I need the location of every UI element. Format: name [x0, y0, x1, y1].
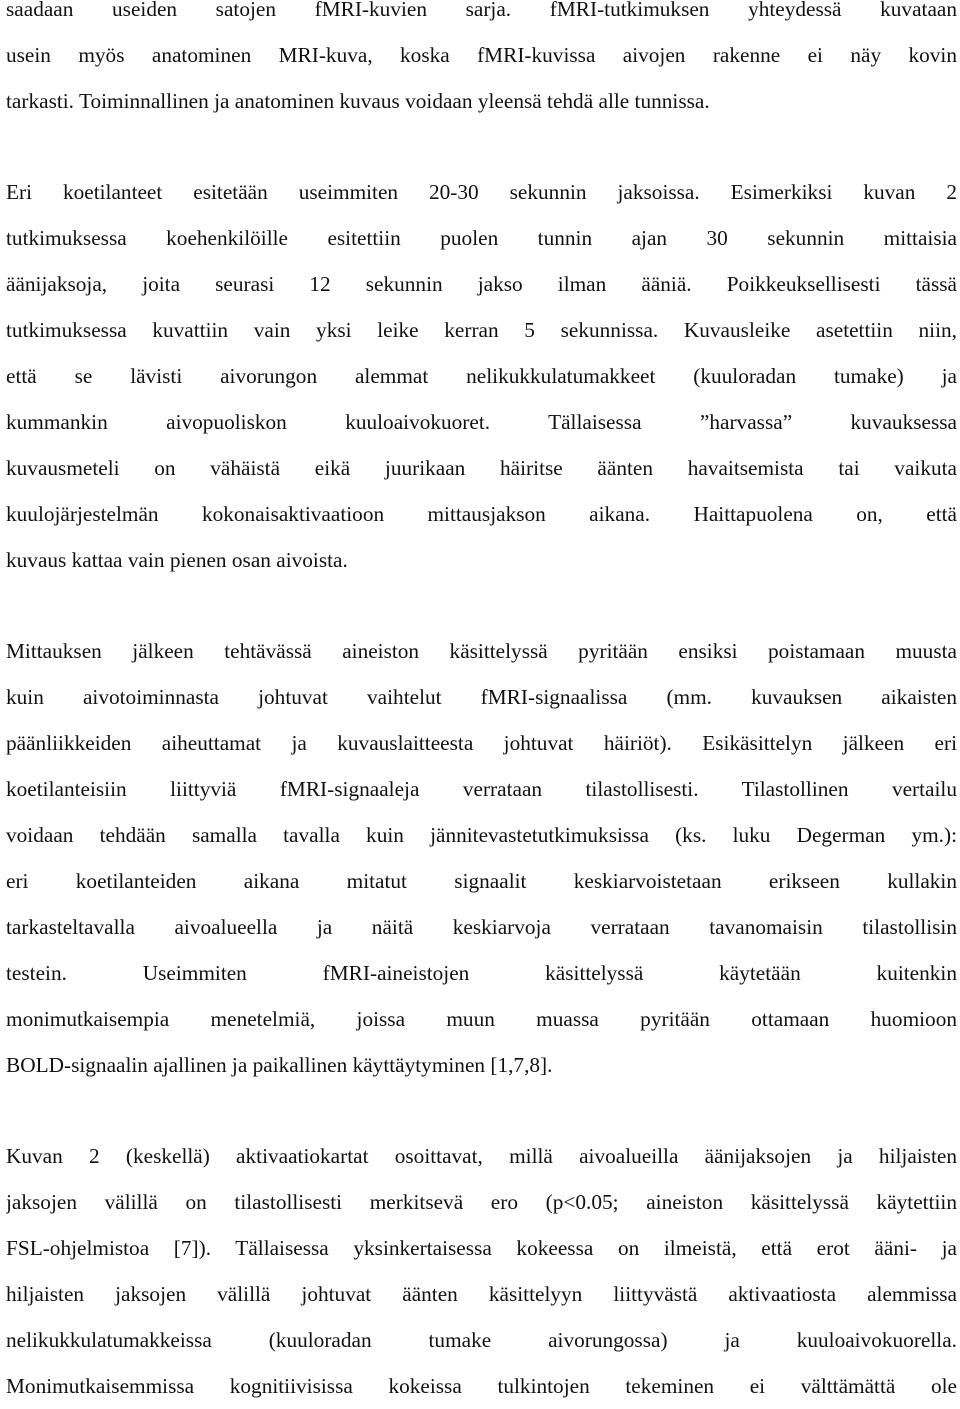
text-line: hiljaisten jaksojen välillä johtuvat äänten käsittelyyn liittyvästä aktivaatiosta alemmissa	[6, 1282, 957, 1306]
text-line: Mittauksen jälkeen tehtävässä aineiston käsittelyssä pyritään ensiksi poistamaan muusta	[6, 639, 957, 663]
text-line: päänliikkeiden aiheuttamat ja kuvauslaitteesta johtuvat häiriöt). Esikäsittelyn jälkeen eri	[6, 731, 957, 755]
text-line: FSL-ohjelmistoa [7]). Tällaisessa yksinkertaisessa kokeessa on ilmeistä, että erot ääni- ja	[6, 1236, 957, 1260]
text-line: monimutkaisempia menetelmiä, joissa muun muassa pyritään ottamaan huomioon	[6, 1007, 957, 1031]
text-line: tarkasteltavalla aivoalueella ja näitä keskiarvoja verrataan tavanomaisin tilastollisin	[6, 915, 957, 939]
text-line: tarkasti. Toiminnallinen ja anatominen kuvaus voidaan yleensä tehdä alle tunnissa.	[6, 89, 710, 113]
text-line: tutkimuksessa kuvattiin vain yksi leike kerran 5 sekunnissa. Kuvausleike asetettiin niin,	[6, 318, 957, 342]
text-line: kuin aivotoiminnasta johtuvat vaihtelut fMRI-signaalissa (mm. kuvauksen aikaisten	[6, 685, 957, 709]
document-page	[6, 0, 957, 1409]
paragraph-data-processing	[6, 628, 957, 1088]
text-line: koetilanteisiin liittyviä fMRI-signaaleja verrataan tilastollisesti. Tilastollinen vertailu	[6, 777, 957, 801]
paragraph-gap	[6, 583, 957, 628]
text-line: äänijaksoja, joita seurasi 12 sekunnin jakso ilman ääniä. Poikkeuksellisesti tässä	[6, 272, 957, 296]
paragraph-fmri-imaging	[6, 0, 957, 124]
paragraph-activation-maps	[6, 1133, 957, 1409]
text-line: kuulojärjestelmän kokonaisaktivaatioon mittausjakson aikana. Haittapuolena on, että	[6, 502, 957, 526]
text-line: että se lävisti aivorungon alemmat nelikukkulatumakkeet (kuuloradan tumake) ja	[6, 364, 957, 388]
text-line: eri koetilanteiden aikana mitatut signaalit keskiarvoistetaan erikseen kullakin	[6, 869, 957, 893]
text-line: usein myös anatominen MRI-kuva, koska fMRI-kuvissa aivojen rakenne ei näy kovin	[6, 43, 957, 67]
text-line: Kuvan 2 (keskellä) aktivaatiokartat osoittavat, millä aivoalueilla äänijaksojen ja hiljaisten	[6, 1144, 957, 1168]
text-line: jaksojen välillä on tilastollisesti merkitsevä ero (p<0.05; aineiston käsittelyssä käytettiin	[6, 1190, 957, 1214]
text-line: tutkimuksessa koehenkilöille esitettiin puolen tunnin ajan 30 sekunnin mittaisia	[6, 226, 957, 250]
text-line: Monimutkaisemmissa kognitiivisissa kokeissa tulkintojen tekeminen ei välttämättä ole	[6, 1374, 957, 1398]
text-line: Eri koetilanteet esitetään useimmiten 20-30 sekunnin jaksoissa. Esimerkiksi kuvan 2	[6, 180, 957, 204]
paragraph-gap	[6, 124, 957, 169]
paragraph-gap	[6, 1088, 957, 1133]
text-line: kuvausmeteli on vähäistä eikä juurikaan häiritse äänten havaitsemista tai vaikuta	[6, 456, 957, 480]
text-line: voidaan tehdään samalla tavalla kuin jännitevastetutkimuksissa (ks. luku Degerman ym.):	[6, 823, 957, 847]
paragraph-test-conditions	[6, 169, 957, 583]
text-line: saadaan useiden satojen fMRI-kuvien sarja. fMRI-tutkimuksen yhteydessä kuvataan	[6, 0, 957, 21]
text-line: kuvaus kattaa vain pienen osan aivoista.	[6, 548, 348, 572]
text-line: BOLD-signaalin ajallinen ja paikallinen käyttäytyminen [1,7,8].	[6, 1053, 553, 1077]
text-line: nelikukkulatumakkeissa (kuuloradan tumake aivorungossa) ja kuuloaivokuorella.	[6, 1328, 957, 1352]
text-line: testein. Useimmiten fMRI-aineistojen käsittelyssä käytetään kuitenkin	[6, 961, 957, 985]
text-line: kummankin aivopuoliskon kuuloaivokuoret. Tällaisessa ”harvassa” kuvauksessa	[6, 410, 957, 434]
